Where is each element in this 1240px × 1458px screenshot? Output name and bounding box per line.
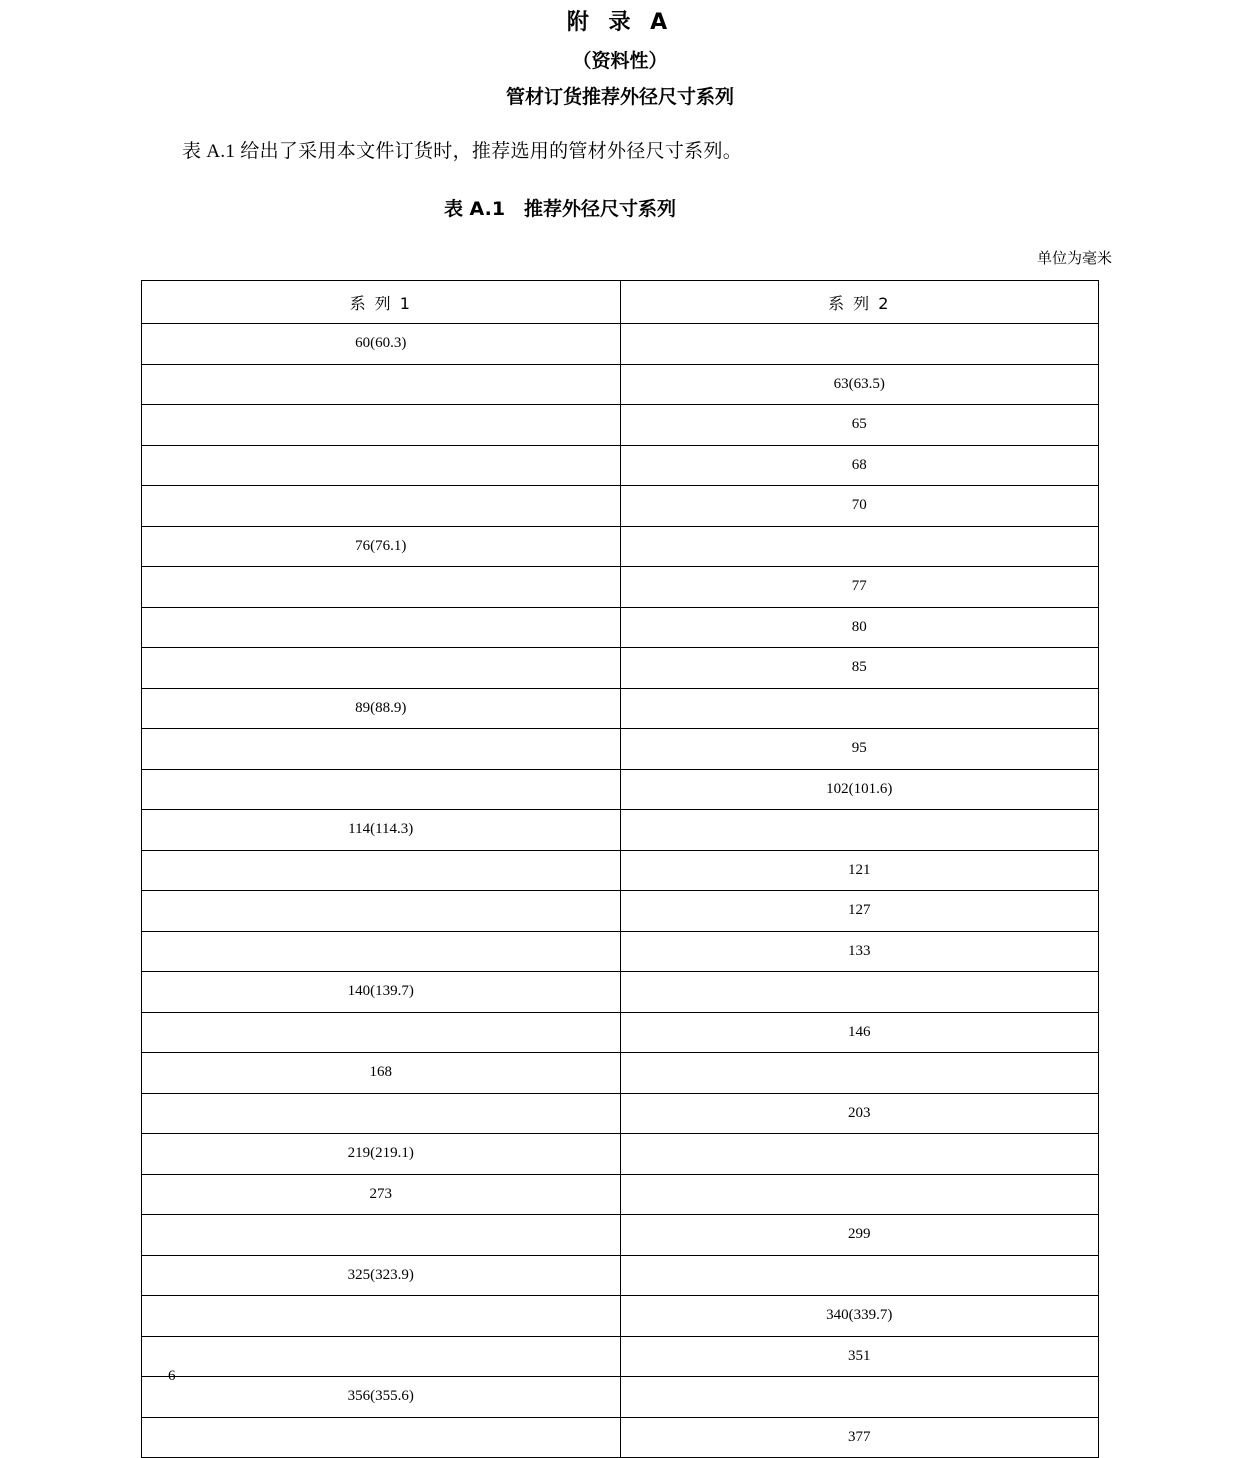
table-cell [620,1053,1099,1094]
table-cell [142,1336,621,1377]
table-cell [620,1377,1099,1418]
table-cell: 77 [620,567,1099,608]
table-row [142,567,1099,608]
table-cell [142,607,621,648]
table-cell: 68 [620,445,1099,486]
table-cell [620,972,1099,1013]
table-row [142,729,1099,770]
table-cell [620,526,1099,567]
table-row [142,486,1099,527]
table-row [142,1174,1099,1215]
table-row [142,891,1099,932]
table-cell [620,688,1099,729]
table-cell: 114(114.3) [142,810,621,851]
table-cell: 325(323.9) [142,1255,621,1296]
table-cell [142,445,621,486]
table-cell: 63(63.5) [620,364,1099,405]
table-cell: 299 [620,1215,1099,1256]
table-cell: 121 [620,850,1099,891]
appendix-title: 附 录 A [566,10,674,35]
table-cell: 127 [620,891,1099,932]
table-cell: 351 [620,1336,1099,1377]
table-caption: 表 A.1 推荐外径尺寸系列 [443,198,677,220]
table-row [142,1255,1099,1296]
table-row [142,810,1099,851]
table-row [142,648,1099,689]
table-row [142,1215,1099,1256]
table-cell: 76(76.1) [142,526,621,567]
table-cell [142,1093,621,1134]
table-row [142,1296,1099,1337]
table-cell [620,810,1099,851]
appendix-type: （资料性） [572,50,668,72]
table-cell [142,364,621,405]
outer-diameter-table [141,280,1099,1458]
unit-note: 单位为毫米 [1036,251,1112,267]
table-cell [142,850,621,891]
page-number: 6 [168,1368,176,1384]
appendix-name: 管材订货推荐外径尺寸系列 [505,86,734,108]
table-cell [620,1134,1099,1175]
table-cell [620,1174,1099,1215]
table-header-series-1: 系 列 1 [142,281,621,324]
table-cell: 203 [620,1093,1099,1134]
table-cell [142,891,621,932]
table-cell: 95 [620,729,1099,770]
table-row [142,405,1099,446]
table-cell: 70 [620,486,1099,527]
table-row [142,1336,1099,1377]
table-row [142,1093,1099,1134]
table-row [142,769,1099,810]
table-cell: 89(88.9) [142,688,621,729]
table-cell: 140(139.7) [142,972,621,1013]
table-cell [142,567,621,608]
table-cell [142,769,621,810]
table-header-series-2: 系 列 2 [620,281,1099,324]
table-cell [142,486,621,527]
table-cell [142,1012,621,1053]
table-row [142,1417,1099,1458]
table-cell [142,1215,621,1256]
table-row [142,364,1099,405]
table-cell: 146 [620,1012,1099,1053]
table-header-row [142,281,1099,324]
table-row [142,1377,1099,1418]
table-row [142,445,1099,486]
table-body [142,324,1099,1458]
table-cell [142,648,621,689]
intro-paragraph: 表 A.1 给出了采用本文件订货时，推荐选用的管材外径尺寸系列。 [182,141,743,162]
table-cell [620,1255,1099,1296]
table-row [142,931,1099,972]
table-cell [142,729,621,770]
table-row [142,324,1099,365]
table-cell: 219(219.1) [142,1134,621,1175]
document-page [0,8,1240,1445]
table-cell: 65 [620,405,1099,446]
table-row [142,1012,1099,1053]
table-cell: 85 [620,648,1099,689]
table-cell: 273 [142,1174,621,1215]
table-cell: 356(355.6) [142,1377,621,1418]
table-cell [142,1296,621,1337]
table-row [142,688,1099,729]
table-cell: 340(339.7) [620,1296,1099,1337]
table-row [142,972,1099,1013]
table-cell: 133 [620,931,1099,972]
table-cell: 377 [620,1417,1099,1458]
table-cell: 102(101.6) [620,769,1099,810]
table-row [142,607,1099,648]
table-cell: 60(60.3) [142,324,621,365]
table-row [142,850,1099,891]
table-cell: 168 [142,1053,621,1094]
table-cell [142,1417,621,1458]
table-row [142,526,1099,567]
table-cell: 80 [620,607,1099,648]
table-cell [142,405,621,446]
table-row [142,1053,1099,1094]
table-cell [620,324,1099,365]
table-row [142,1134,1099,1175]
table-cell [142,931,621,972]
